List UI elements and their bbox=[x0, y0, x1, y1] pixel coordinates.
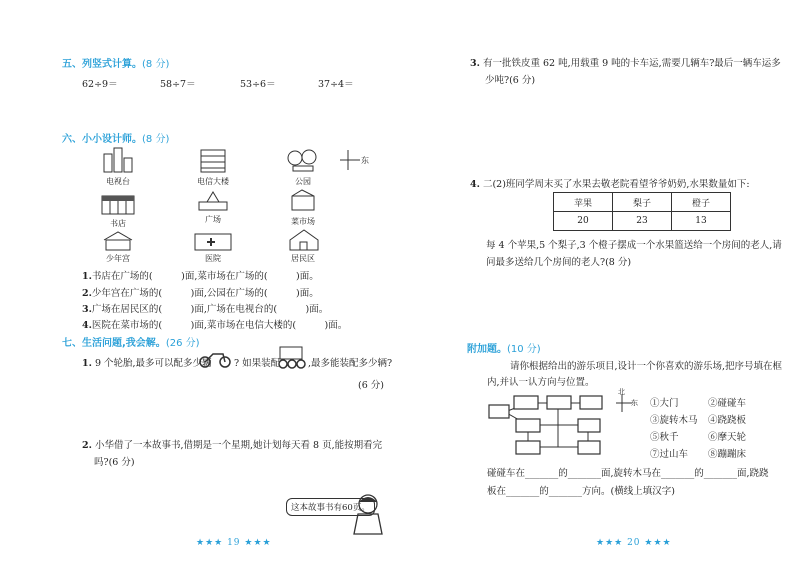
q4-line1: 4. 二(2)班同学周末买了水果去敬老院看望爷爷奶奶,水果数量如下: bbox=[470, 179, 750, 190]
legend-item-7: ⑦过山车 bbox=[650, 449, 689, 460]
fruit-value-apple: 20 bbox=[554, 212, 613, 231]
s7-question-1-points: (6 分) bbox=[358, 380, 384, 391]
section-6-title: 六、小小设计师。(8 分) bbox=[62, 134, 170, 145]
square-icon bbox=[195, 190, 231, 214]
legend-item-2: ②碰碰车 bbox=[708, 398, 747, 409]
fruit-table bbox=[553, 192, 731, 231]
legend-item-1: ①大门 bbox=[650, 398, 679, 409]
fruit-header-pear: 梨子 bbox=[613, 193, 672, 212]
q4-line3: 问最多送给几个房间的老人?(8 分) bbox=[486, 257, 632, 268]
s7-question-2-line2: 吗?(6 分) bbox=[94, 457, 135, 468]
bookstore-icon bbox=[100, 192, 136, 216]
speech-bubble: 这本故事书有60页。 bbox=[286, 498, 375, 516]
youth-palace-icon bbox=[100, 230, 136, 252]
bonus-line1: 请你根据给出的游乐项目,设计一个你喜欢的游乐场,把序号填在框 bbox=[510, 361, 783, 372]
layout-box bbox=[578, 419, 600, 432]
park-layout-diagram bbox=[483, 390, 608, 460]
girl-reading-icon bbox=[348, 492, 388, 536]
legend-item-5: ⑤秋千 bbox=[650, 432, 679, 443]
place-label-telecom: 电信大楼 bbox=[197, 177, 229, 186]
s7-question-1: 1. 9 个轮胎,最多可以配多少辆 bbox=[82, 358, 212, 369]
layout-box bbox=[547, 396, 571, 409]
motorcycle-icon bbox=[197, 347, 233, 369]
telecom-building-icon bbox=[195, 146, 231, 174]
calc-item-3: 53÷6＝ bbox=[240, 79, 276, 90]
bonus-line2: 内,并认一认方向与位置。 bbox=[487, 377, 595, 388]
q3-line2: 少吨?(6 分) bbox=[485, 75, 536, 86]
page-number-right: ★★★ 20 ★★★ bbox=[596, 538, 672, 548]
calc-item-1: 62÷9＝ bbox=[82, 79, 118, 90]
layout-box bbox=[489, 405, 509, 418]
s6-question-1: 1.书店在广场的( )面,菜市场在广场的( )面。 bbox=[82, 271, 319, 282]
legend-item-8: ⑧蹦蹦床 bbox=[708, 449, 747, 460]
s7-question-2: 2. 小华借了一本故事书,借期是一个星期,她计划每天看 8 页,能按期看完 bbox=[82, 440, 383, 451]
residential-icon bbox=[288, 228, 320, 252]
bonus-title: 附加题。(10 分) bbox=[467, 344, 541, 355]
s6-question-4: 4.医院在菜市场的( )面,菜市场在电信大楼的( )面。 bbox=[82, 320, 348, 331]
layout-box bbox=[516, 419, 540, 432]
compass-north-label: 北 bbox=[618, 388, 625, 396]
fruit-header-orange: 橙子 bbox=[672, 193, 731, 212]
tv-station-icon bbox=[100, 146, 136, 174]
place-label-youth-palace: 少年宫 bbox=[106, 254, 130, 263]
compass-east-label: 东 bbox=[361, 156, 369, 165]
s6-question-2: 2.少年宫在广场的( )面,公园在广场的( )面。 bbox=[82, 288, 319, 299]
layout-box bbox=[514, 396, 538, 409]
place-label-bookstore: 书店 bbox=[110, 219, 126, 228]
place-label-residential: 居民区 bbox=[291, 254, 315, 263]
s7-question-1-c: ,最多能装配多少辆? bbox=[308, 358, 393, 369]
section-7-title: 七、生活问题,我会解。(26 分) bbox=[62, 338, 200, 349]
bonus-fill-line2: 板在_______的_______方向。(横线上填汉字) bbox=[487, 486, 675, 497]
layout-box bbox=[580, 396, 602, 409]
place-label-square: 广场 bbox=[205, 215, 221, 224]
page-number-left: ★★★ 19 ★★★ bbox=[196, 538, 272, 548]
place-label-park: 公园 bbox=[295, 177, 311, 186]
s7-question-1-b: ? 如果装配 bbox=[234, 358, 281, 369]
bonus-fill-line1: 碰碰车在_______的_______面,旋转木马在_______的_______面,跷跷 bbox=[487, 468, 769, 479]
market-icon bbox=[288, 188, 318, 214]
place-label-hospital: 医院 bbox=[205, 254, 221, 263]
fruit-header-apple: 苹果 bbox=[554, 193, 613, 212]
layout-box bbox=[578, 441, 600, 454]
compass-east-label-right: 东 bbox=[631, 399, 638, 407]
tricycle-icon bbox=[276, 344, 308, 370]
place-label-market: 菜市场 bbox=[291, 217, 315, 226]
section-5-title: 五、列竖式计算。(8 分) bbox=[62, 59, 170, 70]
park-icon bbox=[285, 148, 321, 174]
calc-item-2: 58÷7＝ bbox=[160, 79, 196, 90]
fruit-value-orange: 13 bbox=[672, 212, 731, 231]
place-label-tv: 电视台 bbox=[106, 177, 130, 186]
legend-item-6: ⑥摩天轮 bbox=[708, 432, 747, 443]
q4-line2: 每 4 个苹果,5 个梨子,3 个橙子摆成一个水果篮送给一个房间的老人,请 bbox=[486, 240, 782, 251]
calc-item-4: 37÷4＝ bbox=[318, 79, 354, 90]
s6-question-3: 3.广场在居民区的( )面,广场在电视台的( )面。 bbox=[82, 304, 329, 315]
q3-line1: 3. 有一批铁皮重 62 吨,用载重 9 吨的卡车运,需要几辆车?最后一辆车运多 bbox=[470, 58, 781, 69]
legend-item-3: ③旋转木马 bbox=[650, 415, 698, 426]
hospital-icon bbox=[193, 228, 233, 252]
legend-item-4: ④跷跷板 bbox=[708, 415, 747, 426]
fruit-value-pear: 23 bbox=[613, 212, 672, 231]
layout-box bbox=[516, 441, 540, 454]
